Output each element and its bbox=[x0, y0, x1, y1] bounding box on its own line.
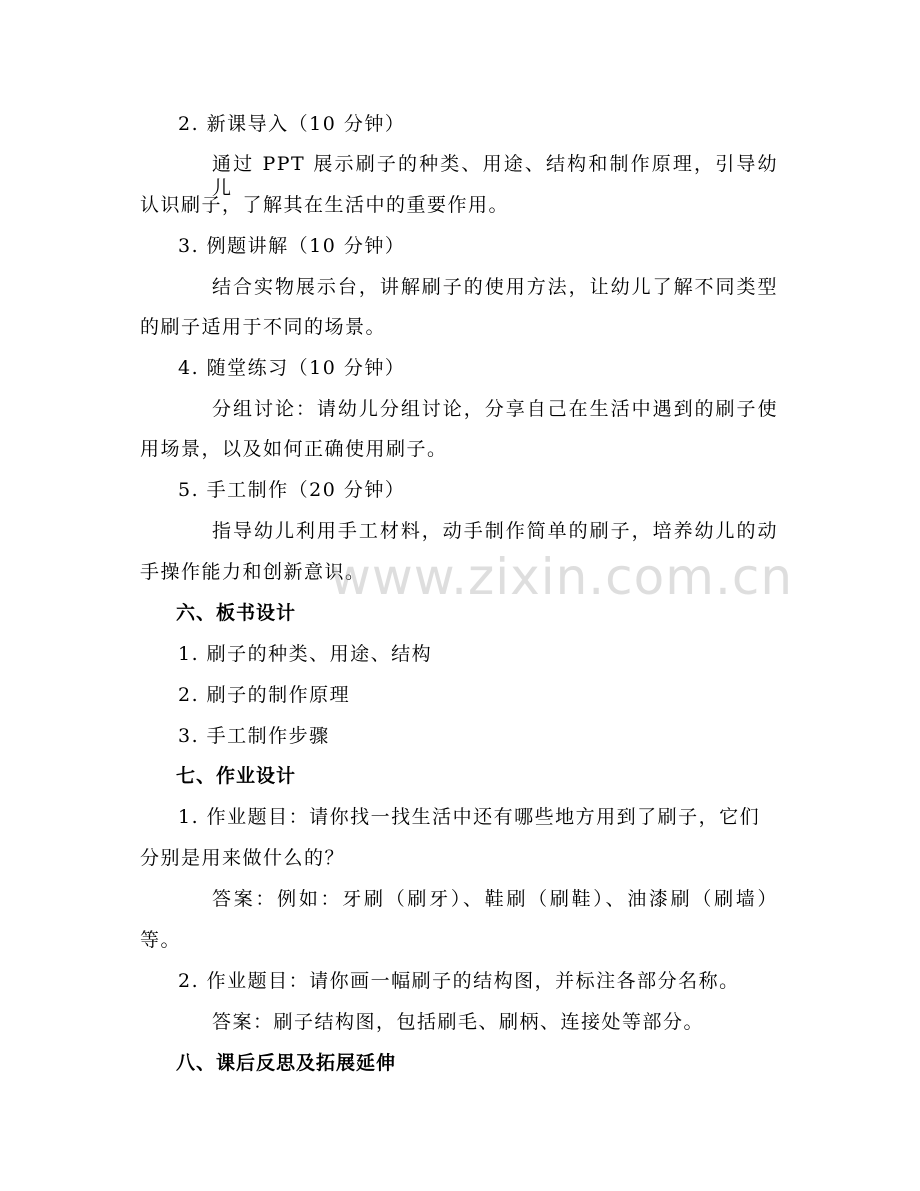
paragraph-line: 手操作能力和创新意识。 bbox=[140, 561, 366, 583]
section-item-2: 2. 新课导入（10 分钟） bbox=[178, 113, 406, 135]
paragraph-line: 通过 PPT 展示刷子的种类、用途、结构和制作原理，引导幼儿 bbox=[212, 153, 778, 199]
paragraph-line: 答案：刷子结构图，包括刷毛、刷柄、连接处等部分。 bbox=[212, 1011, 705, 1033]
list-item: 2. 刷子的制作原理 bbox=[178, 684, 351, 706]
paragraph-line: 分组讨论：请幼儿分组讨论，分享自己在生活中遇到的刷子使 bbox=[212, 398, 778, 420]
watermark-text: www.zixin.com.cn bbox=[330, 548, 794, 606]
list-item: 3. 手工制作步骤 bbox=[178, 725, 330, 747]
paragraph-line: 2. 作业题目：请你画一幅刷子的结构图，并标注各部分名称。 bbox=[178, 970, 740, 992]
paragraph-line: 的刷子适用于不同的场景。 bbox=[140, 316, 387, 338]
paragraph-line: 分别是用来做什么的？ bbox=[140, 847, 346, 869]
paragraph-line: 认识刷子，了解其在生活中的重要作用。 bbox=[140, 194, 510, 216]
paragraph-line: 指导幼儿利用手工材料，动手制作简单的刷子，培养幼儿的动 bbox=[212, 520, 778, 542]
paragraph-line: 1. 作业题目：请你找一找生活中还有哪些地方用到了刷子，它们 bbox=[178, 806, 761, 828]
heading-board-design: 六、板书设计 bbox=[176, 602, 297, 624]
section-item-4: 4. 随堂练习（10 分钟） bbox=[178, 357, 406, 379]
paragraph-line: 用场景，以及如何正确使用刷子。 bbox=[140, 438, 448, 460]
heading-reflection: 八、课后反思及拓展延伸 bbox=[176, 1052, 397, 1074]
paragraph-line: 结合实物展示台，讲解刷子的使用方法，让幼儿了解不同类型 bbox=[212, 276, 778, 298]
paragraph-line: 答案：例如：牙刷（刷牙）、鞋刷（刷鞋）、油漆刷（刷墙） bbox=[212, 888, 778, 910]
section-item-5: 5. 手工制作（20 分钟） bbox=[178, 479, 406, 501]
list-item: 1. 刷子的种类、用途、结构 bbox=[178, 643, 433, 665]
heading-homework-design: 七、作业设计 bbox=[176, 765, 297, 787]
section-item-3: 3. 例题讲解（10 分钟） bbox=[178, 235, 406, 257]
paragraph-line: 等。 bbox=[140, 929, 182, 951]
